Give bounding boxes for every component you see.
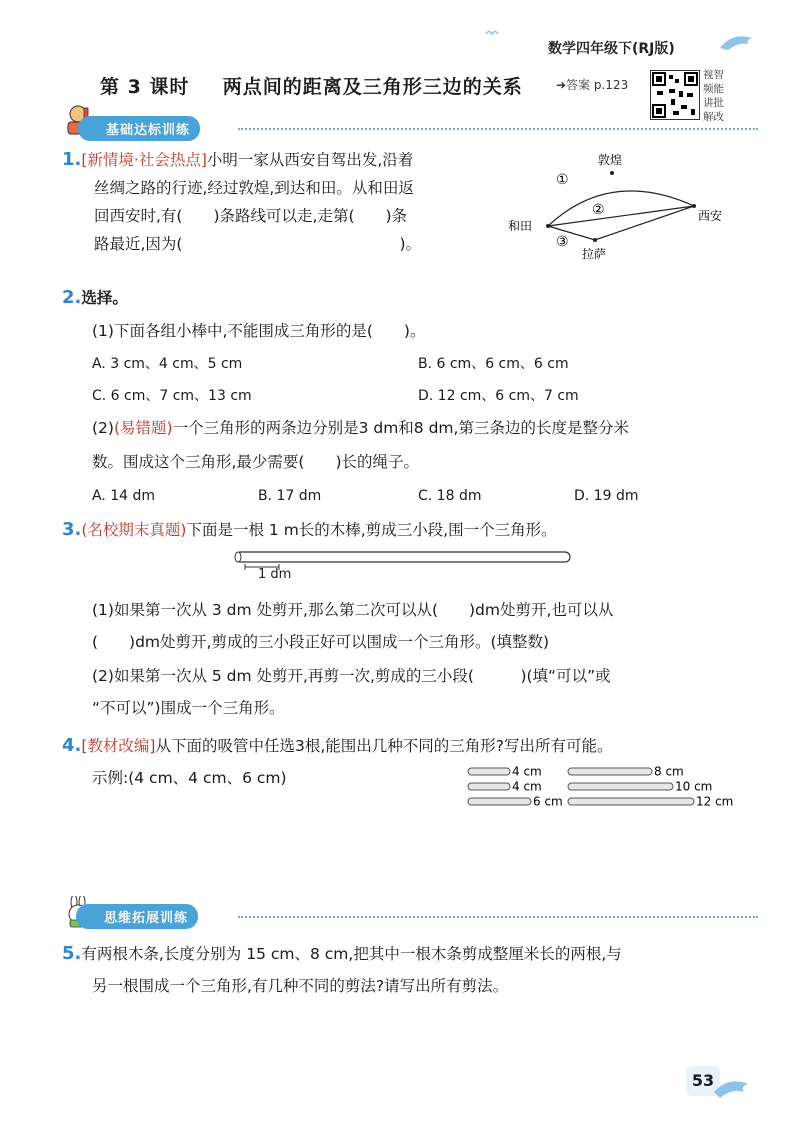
route-3-label: ③ [556, 234, 569, 250]
dolphin-icon [712, 1072, 752, 1102]
qr-side-text: 视智 频能 讲批 解改 [703, 69, 724, 123]
question-2 [62, 284, 752, 312]
straw-4 [568, 768, 652, 775]
q2-part2-option-c[interactable]: C. 18 dm [418, 488, 482, 504]
xian-point [692, 204, 696, 208]
straw-label-5: 10 cm [675, 779, 713, 794]
straw-5 [568, 783, 673, 790]
q2-heading [62, 284, 752, 312]
lesson-name: 两点间的距离及三角形三边的关系 [222, 76, 523, 98]
question-tag: (名校期末真题) [81, 521, 187, 539]
lasa-point [593, 238, 597, 242]
q2-option-c[interactable]: C. 6 cm、7 cm、13 cm [92, 388, 252, 404]
q3-part1-line1: (1)如果第一次从 3 dm 处剪开,那么第二次可以从( )dm处剪开,也可以从 [92, 601, 614, 619]
q3-part2-line2: “不可以”)围成一个三角形。 [92, 699, 285, 717]
question-number: 2. [62, 287, 82, 308]
straw-label-6: 12 cm [696, 794, 734, 809]
dunhuang-label: 敦煌 [598, 153, 623, 167]
section-divider [238, 128, 758, 130]
q2-part2-text: 一个三角形的两条边分别是3 dm和8 dm,第三条边的长度是整分米 [172, 419, 629, 437]
straw-label-1: 4 cm [512, 764, 542, 779]
q3-text: 下面是一根 1 m长的木棒,剪成三小段,围一个三角形。 [186, 521, 557, 539]
question-1 [62, 146, 522, 258]
straw-3 [468, 798, 531, 805]
q2-part2-option-b[interactable]: B. 17 dm [258, 488, 322, 504]
q3-part1-line2: ( )dm处剪开,剪成的三小段正好可以围成一个三角形。(填整数) [92, 633, 550, 651]
q2-option-b[interactable]: B. 6 cm、6 cm、6 cm [418, 356, 569, 372]
straws-diagram [460, 764, 750, 814]
straw-label-4: 8 cm [654, 764, 684, 779]
straw-6 [568, 798, 694, 805]
q5-line2: 另一根围成一个三角形,有几种不同的剪法?请写出所有剪法。 [92, 977, 509, 995]
q2-part2-prefix: (2) [92, 419, 114, 437]
answer-reference: ➜答案 p.123 [556, 78, 629, 92]
question-tag: (易错题) [113, 419, 173, 437]
lesson-title [100, 72, 523, 99]
book-title: 数学四年级下(RJ版) [548, 41, 675, 57]
section-divider [238, 916, 758, 918]
q4-example: 示例:(4 cm、4 cm、6 cm) [92, 769, 287, 787]
route-diagram [500, 148, 740, 268]
hetian-point [546, 224, 550, 228]
lesson-number: 第 3 课时 [100, 76, 190, 98]
dunhuang-point [610, 171, 614, 175]
question-number: 4. [62, 735, 82, 756]
q2-part2-line2: 数。围成这个三角形,最少需要( )长的绳子。 [92, 453, 420, 471]
straw-label-2: 4 cm [512, 779, 542, 794]
q2-part2-option-a[interactable]: A. 14 dm [92, 488, 156, 504]
question-number: 5. [62, 943, 82, 964]
xian-label: 西安 [698, 209, 723, 223]
route-1-label: ① [556, 172, 569, 188]
q5-line1: 有两根木条,长度分别为 15 cm、8 cm,把其中一根木条剪成整厘米长的两根,与 [81, 945, 622, 963]
q1-line1 [62, 146, 522, 174]
question-3 [62, 516, 752, 544]
wooden-stick [236, 552, 570, 562]
q3-part2-line1: (2)如果第一次从 5 dm 处剪开,再剪一次,剪成的三小段( )(填“可以”或 [92, 667, 611, 685]
q2-title: 选择。 [81, 289, 128, 307]
q2-option-a[interactable]: A. 3 cm、4 cm、5 cm [92, 356, 243, 372]
lasa-label: 拉萨 [582, 247, 607, 261]
q1-line4: 路最近,因为( )。 [94, 235, 422, 253]
question-5 [62, 940, 762, 968]
straw-1 [468, 768, 510, 775]
question-number: 1. [62, 149, 82, 170]
qr-code-icon [651, 71, 699, 119]
section-extend-title: 思维拓展训练 [76, 904, 198, 929]
q2-part2 [92, 414, 752, 442]
route-2-label: ② [592, 202, 605, 218]
question-number: 3. [62, 519, 82, 540]
q4-text: 从下面的吸管中任选3根,能围出几种不同的三角形?写出所有可能。 [155, 737, 613, 755]
q2-part1: (1)下面各组小棒中,不能围成三角形的是( )。 [92, 322, 426, 340]
qr-code[interactable] [650, 70, 700, 120]
straw-label-3: 6 cm [533, 794, 563, 809]
q1-text: 小明一家从西安自驾出发,沿着 [206, 151, 414, 169]
question-4 [62, 732, 762, 760]
question-tag: [教材改编] [81, 737, 156, 755]
straw-2 [468, 783, 510, 790]
q2-part2-option-d[interactable]: D. 19 dm [574, 488, 639, 504]
question-tag: [新情境·社会热点] [81, 151, 207, 169]
q2-option-d[interactable]: D. 12 cm、6 cm、7 cm [418, 388, 579, 404]
page-number: 53 [686, 1066, 720, 1096]
stick-scale-label: 1 dm [258, 567, 292, 582]
q1-line3: 回西安时,有( )条路线可以走,走第( )条 [94, 207, 408, 225]
dolphin-icon [718, 30, 758, 56]
section-basic-title: 基础达标训练 [78, 116, 200, 141]
hetian-label: 和田 [508, 219, 533, 233]
bird-icon [485, 28, 499, 38]
q1-line2: 丝绸之路的行迹,经过敦煌,到达和田。从和田返 [94, 179, 414, 197]
